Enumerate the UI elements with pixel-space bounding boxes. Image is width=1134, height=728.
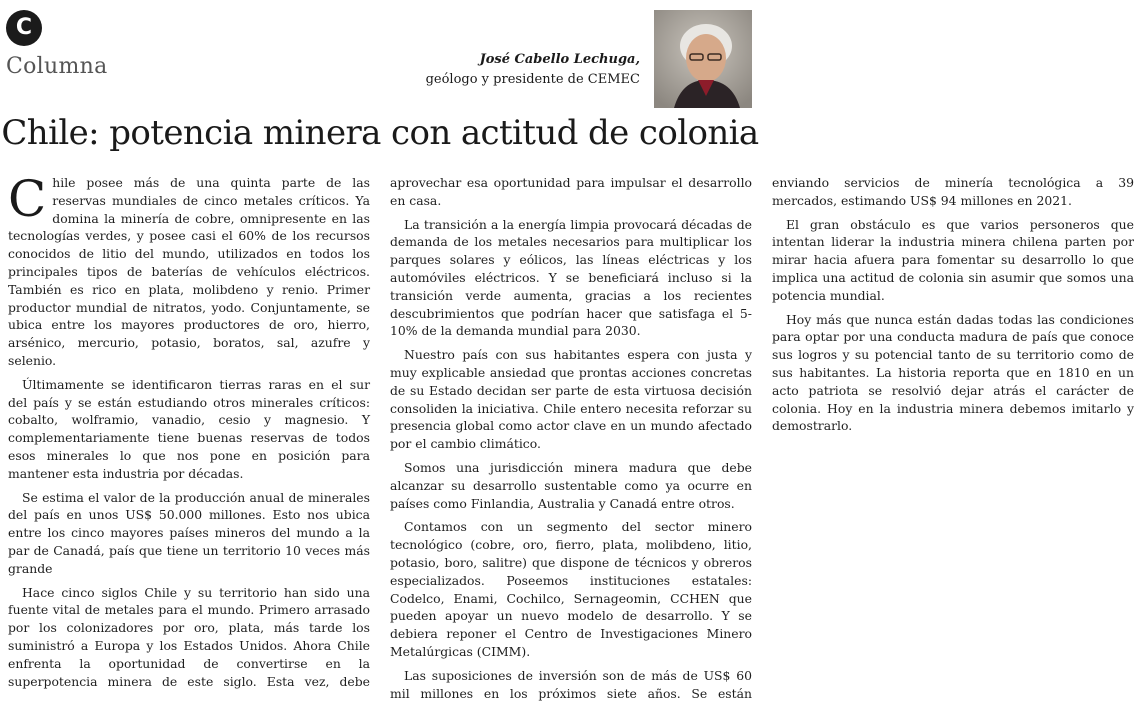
paragraph: Se estima el valor de la producción anual de minerales del país en unos US$ 50.000 millones. Esto nos ubica entre los cinco mayores países mineros del mundo a la par de Canadá, país que tiene un territorio 10 veces más grande — [8, 489, 370, 576]
article-body — [8, 170, 1134, 724]
section-label: Columna — [6, 54, 108, 79]
author-role: geólogo y presidente de CEMEC — [425, 72, 640, 87]
paragraph: Chile posee más de una quinta parte de las reservas mundiales de cinco metales críticos. Ya domina la minería de cobre, omnipresente en las tecnologías verdes, y posee casi el 60% de los recursos conocidos de litio del mundo, utilizados en todos los principales tipos de baterías de vehículos eléctricos. También es rico en plata, molibdeno y renio. Primer productor mundial de nitratos, yodo. Conjuntamente, se ubica entre los mayores productores de oro, hierro, arsénico, mercurio, potasio, boratos, sal, azufre y selenio. — [8, 170, 370, 368]
paragraph: Las suposiciones de inversión son de más de US$ 60 mil millones en los próximos siete años. Se están enviando servicios de minería tecnológica a 39 mercados, estimando US$ 94 millones en 2021. — [390, 175, 1134, 701]
paragraph: Hoy más que nunca están dadas todas las condiciones para optar por una conducta madura de país que conoce sus logros y su potencial tanto de su territorio como de sus habitantes. La historia reporta que en 1810 en un acto patriota se resolvió dejar atrás el carácter de colonia. Hoy en la industria minera debemos imitarlo y demostrarlo. — [772, 311, 1134, 434]
paragraph: La transición a la energía limpia provocará décadas de demanda de los metales necesarios para multiplicar los parques solares y eólicos, las líneas eléctricas y los automóviles eléctricos. Y se beneficiará incluso si la transición verde aumenta, gracias a los recientes descubrimientos que podrían hacer que satisfaga el 5-10% de la demanda mundial para 2030. — [390, 216, 752, 339]
paragraph: Somos una jurisdicción minera madura que debe alcanzar su desarrollo sustentable como ya ocurre en países como Finlandia, Australia y Canadá entre otros. — [390, 459, 752, 511]
paragraph: Últimamente se identificaron tierras raras en el sur del país y se están estudiando otros minerales críticos: cobalto, wolframio, vanadio, cesio y magnesio. Y complementariamente tiene buenas reservas de todos esos minerales lo que nos pone en posición para mantener esta industria por décadas. — [8, 376, 370, 481]
paragraph: Nuestro país con sus habitantes espera con justa y muy explicable ansiedad que prontas acciones concretas de su Estado decidan ser parte de esta virtuosa decisión consoliden la iniciativa. Chile entero necesita reforzar su presencia global como actor clave en un mundo afectado por el cambio climático. — [390, 347, 752, 452]
paragraph: El gran obstáculo es que varios personeros que intentan liderar la industria minera chilena parten por mirar hacia afuera para fomentar su desarrollo lo que implica una actitud de colonia sin asumir que somos una potencia mundial. — [772, 216, 1134, 303]
section-badge: C — [6, 10, 42, 46]
paragraph: Hace cinco siglos Chile y su territorio han sido una fuente vital de metales para el mundo. Primero arrasado por los colonizadores por oro, plata, más tarde los suministró a Europa y los Estados Unidos. Ahora Chile enfrenta la oportunidad de convertirse en la superpotencia minera de este siglo. Esta vez, debe aprovechar esa oportunidad para impulsar el desarrollo en casa. — [8, 175, 752, 689]
author-photo — [654, 10, 752, 108]
paragraph: Contamos con un segmento del sector minero tecnológico (cobre, oro, fierro, plata, molibdeno, litio, potasio, boro, salitre) que dispone de técnicos y obreros especializados. Poseemos instituciones estatales: Codelco, Enami, Cochilco, Sernageomin, CCHEN que pueden apoyar un nuevo modelo de desarrollo. Y se debiera reponer el Centro de Investigaciones Minero Metalúrgicas (CIMM). — [390, 519, 752, 659]
author-byline — [426, 50, 640, 90]
drop-cap: C — [8, 170, 47, 228]
article-title: Chile: potencia minera con actitud de colonia — [1, 113, 759, 153]
author-name: José Cabello Lechuga, — [479, 52, 640, 67]
